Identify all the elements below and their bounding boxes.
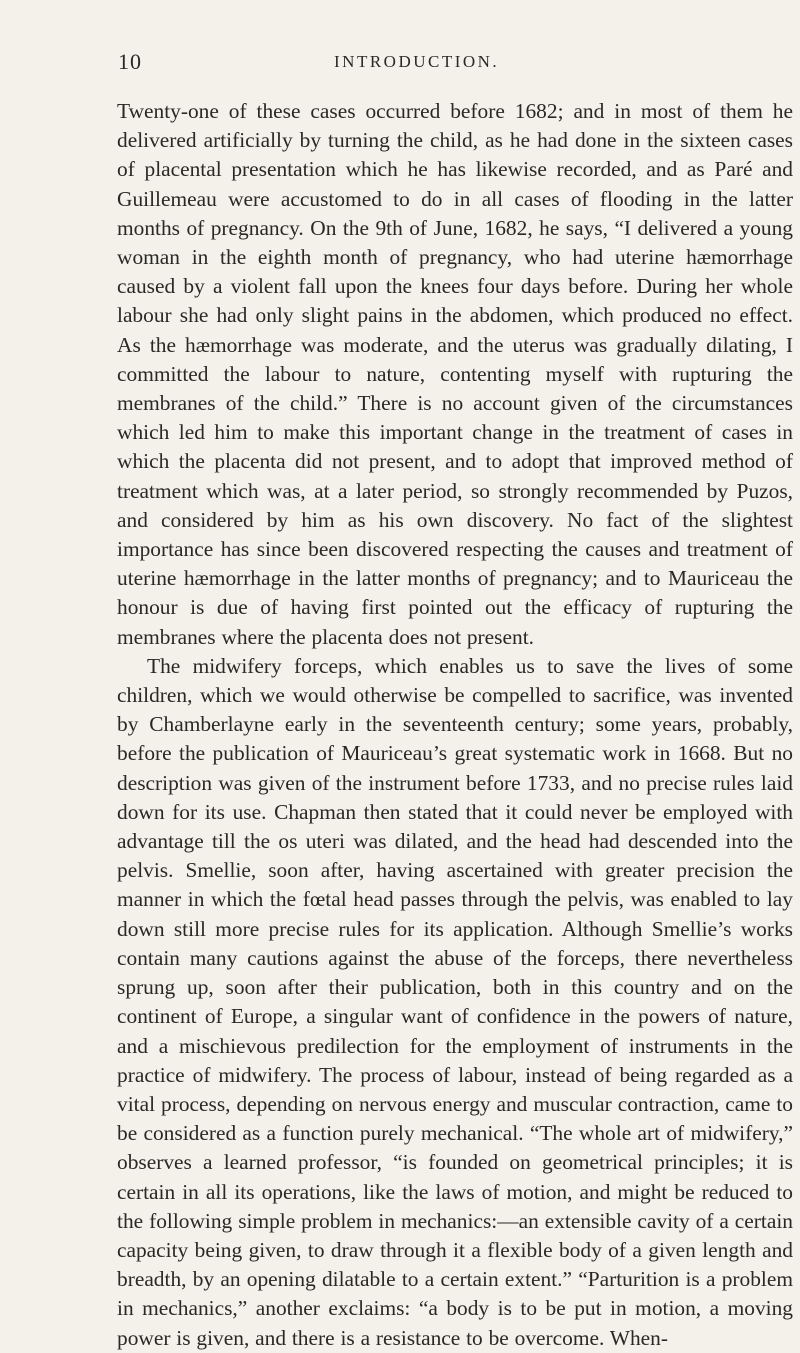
page-number: 10 bbox=[118, 49, 142, 74]
body-text bbox=[117, 97, 793, 1353]
paragraph-1: Twenty-one of these cases occurred before 1682; and in most of them he delivered artificially by turning the child, as he had done in the sixteen cases of placental presentation which he has likewise recorded, and as Paré and Guillemeau were accustomed to do in all cases of flooding in the latter months of pregnancy. On the 9th of June, 1682, he says, “I delivered a young woman in the eighth month of pregnancy, who had uterine hæmorrhage caused by a violent fall upon the knees four days before. During her whole labour she had only slight pains in the abdomen, which produced no effect. As the hæmorrhage was moderate, and the uterus was gradually dilating, I committed the labour to nature, contenting myself with rupturing the membranes of the child.” There is no account given of the circumstances which led him to make this important change in the treatment of cases in which the placenta did not present, and to adopt that improved method of treatment which was, at a later period, so strongly recommended by Puzos, and considered by him as his own discovery. No fact of the slightest importance has since been discovered respecting the causes and treatment of uterine hæmorrhage in the latter months of pregnancy; and to Mauriceau the honour is due of having first pointed out the efficacy of rupturing the membranes where the placenta does not present. bbox=[117, 99, 793, 649]
paragraph-2: The midwifery forceps, which enables us to save the lives of some children, which we would otherwise be compelled to sacrifice, was invented by Chamberlayne early in the seventeenth century; some years, probably, before the publication of Mauriceau’s great systematic work in 1668. But no description was given of the instrument before 1733, and no precise rules laid down for its use. Chapman then stated that it could never be employed with advantage till the os uteri was dilated, and the head had descended into the pelvis. Smellie, soon after, having ascertained with greater precision the manner in which the fœtal head passes through the pelvis, was enabled to lay down still more precise rules for its application. Although Smellie’s works contain many cautions against the abuse of the forceps, there nevertheless sprung up, soon after their publication, both in this country and on the continent of Europe, a singular want of confidence in the powers of nature, and a mischievous predilection for the employment of instruments in the practice of midwifery. The process of labour, instead of being regarded as a vital process, depending on nervous energy and muscular contraction, came to be considered as a function purely mechanical. “The whole art of midwifery,” observes a learned professor, “is founded on geometrical principles; it is certain in all its operations, like the laws of motion, and might be reduced to the following simple problem in mechanics:—an extensible cavity of a certain capacity being given, to draw through it a flexible body of a given length and breadth, by an opening dilatable to a certain extent.” “Parturition is a problem in mechanics,” another exclaims: “a body is to be put in motion, a moving power is given, and there is a resistance to be overcome. When- bbox=[117, 653, 793, 1350]
running-head bbox=[118, 49, 798, 79]
running-title: INTRODUCTION. bbox=[334, 52, 500, 71]
